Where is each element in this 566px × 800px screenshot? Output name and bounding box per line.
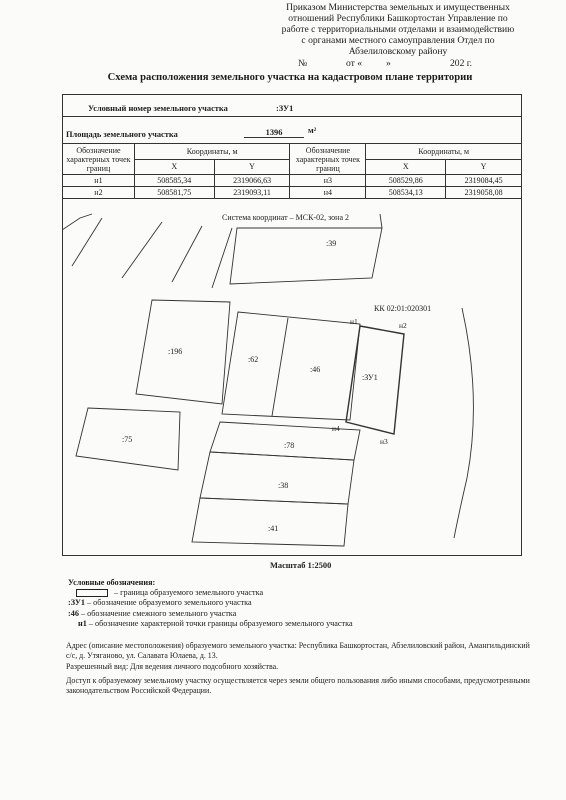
point-label: н2 — [399, 321, 407, 330]
legend-code: н1 — [78, 618, 87, 628]
legend-text: – граница образуемого земельного участка — [114, 588, 264, 598]
table-cell: 508534,13 — [366, 187, 446, 199]
order-quote: » — [386, 58, 391, 69]
parcel-boundary — [172, 226, 202, 282]
legend-text: – обозначение характерной точки границы образуемого земельного участка — [86, 618, 353, 628]
point-label: н3 — [380, 437, 388, 446]
legend-text: – обозначение образуемого земельного участка — [84, 598, 252, 608]
parcel-boundary — [380, 214, 382, 228]
parcel-label: :75 — [122, 435, 133, 444]
parcel-label: :196 — [168, 347, 183, 356]
parcel-label: :46 — [310, 365, 321, 374]
parcel-number-label: Условный номер земельного участка — [88, 104, 228, 113]
cadastral-map — [62, 208, 522, 558]
x-header: X — [134, 159, 214, 175]
legend-title: Условные обозначения: — [68, 578, 156, 587]
table-cell: н1 — [63, 175, 135, 187]
point-label: н1 — [350, 317, 358, 326]
parcel-area-unit: м² — [308, 126, 317, 135]
legend-code: :ЗУ1 — [68, 598, 85, 608]
legend-text: – обозначение смежного земельного участка — [78, 608, 237, 618]
table-cell: 2319084,45 — [446, 175, 522, 187]
table-cell: 508581,75 — [134, 187, 214, 199]
parcel-label: :39 — [326, 239, 337, 248]
parcel-number: :ЗУ1 — [276, 104, 294, 113]
legend — [68, 578, 538, 629]
parcel-label: :41 — [268, 524, 279, 533]
table-cell: н4 — [290, 187, 366, 199]
cadastral-block-label: КК 02:01:020301 — [374, 304, 432, 313]
legend-item — [68, 609, 538, 619]
order-line: с органами местного самоуправления Отдел по — [301, 35, 495, 46]
table-cell: 2319093,11 — [214, 187, 290, 199]
order-from: от « — [346, 58, 363, 69]
divider — [62, 116, 522, 117]
parcel-38 — [200, 452, 354, 504]
address-note: Адрес (описание местоположения) образуемого земельного участка: Республика Башкортостан, Абзелиловский район, Амангильдинский с/с, д. Утяганово, ул. Салавата Юлаева, д. 13. — [66, 641, 530, 660]
legend-code: :46 — [68, 608, 79, 618]
point-label: н4 — [332, 424, 340, 433]
order-year: 202 г. — [450, 58, 473, 69]
parcel-label: :62 — [248, 355, 259, 364]
parcel-boundary — [212, 228, 232, 288]
document-title: Схема расположения земельного участка на кадастровом плане территории — [107, 72, 473, 83]
parcel-196 — [136, 300, 230, 404]
order-line: отношений Республики Башкортостан Управление по — [288, 13, 508, 24]
order-line: Приказом Министерства земельных и имущественных — [286, 2, 510, 13]
order-line: Абзелиловскому району — [348, 46, 448, 57]
table-row — [63, 175, 522, 187]
y-header: Y — [446, 159, 522, 175]
legend-item — [68, 619, 538, 629]
legend-item — [68, 598, 538, 608]
table-cell: 508529,86 — [366, 175, 446, 187]
order-line: работе с территориальными отделами и взаимодействию — [281, 24, 515, 35]
coords-header: Координаты, м — [134, 144, 290, 160]
parcel-area-label: Площадь земельного участка — [66, 130, 178, 139]
parcel-boundary — [272, 318, 288, 416]
border-swatch — [76, 589, 108, 597]
parcel-boundary — [72, 218, 102, 266]
parcel-boundary — [62, 214, 92, 230]
point-header: Обозначение характерных точек границ — [63, 144, 135, 175]
legend-item — [68, 588, 538, 598]
permitted-use-note: Разрешенный вид: Для ведения личного подсобного хозяйства. — [66, 662, 279, 671]
order-header — [258, 2, 538, 57]
parcel-block — [222, 312, 360, 420]
street-boundary — [454, 308, 473, 538]
order-no-sign: № — [298, 58, 308, 69]
parcel-area-value: 1396 — [244, 128, 304, 138]
coordinates-table — [62, 143, 522, 199]
coords-header: Координаты, м — [366, 144, 522, 160]
coordinate-system-label: Система координат – МСК-02, зона 2 — [222, 213, 350, 222]
x-header: X — [366, 159, 446, 175]
y-header: Y — [214, 159, 290, 175]
table-row — [63, 187, 522, 199]
parcel-label: :ЗУ1 — [362, 373, 378, 382]
parcel-boundary — [122, 222, 162, 278]
table-cell: 508585,34 — [134, 175, 214, 187]
table-cell: н3 — [290, 175, 366, 187]
map-scale: Масштаб 1:2500 — [270, 561, 332, 570]
access-note: Доступ к образуемому земельному участку осуществляется через земли общего пользования либо иными способами, предусмотренными законодательством Российской Федерации. — [66, 676, 530, 695]
table-cell: н2 — [63, 187, 135, 199]
point-header: Обозначение характерных точек границ — [290, 144, 366, 175]
parcel-label: :78 — [284, 441, 295, 450]
parcel-39 — [230, 228, 382, 284]
table-cell: 2319066,63 — [214, 175, 290, 187]
parcel-41 — [192, 498, 348, 546]
table-cell: 2319058,08 — [446, 187, 522, 199]
parcel-label: :38 — [278, 481, 289, 490]
